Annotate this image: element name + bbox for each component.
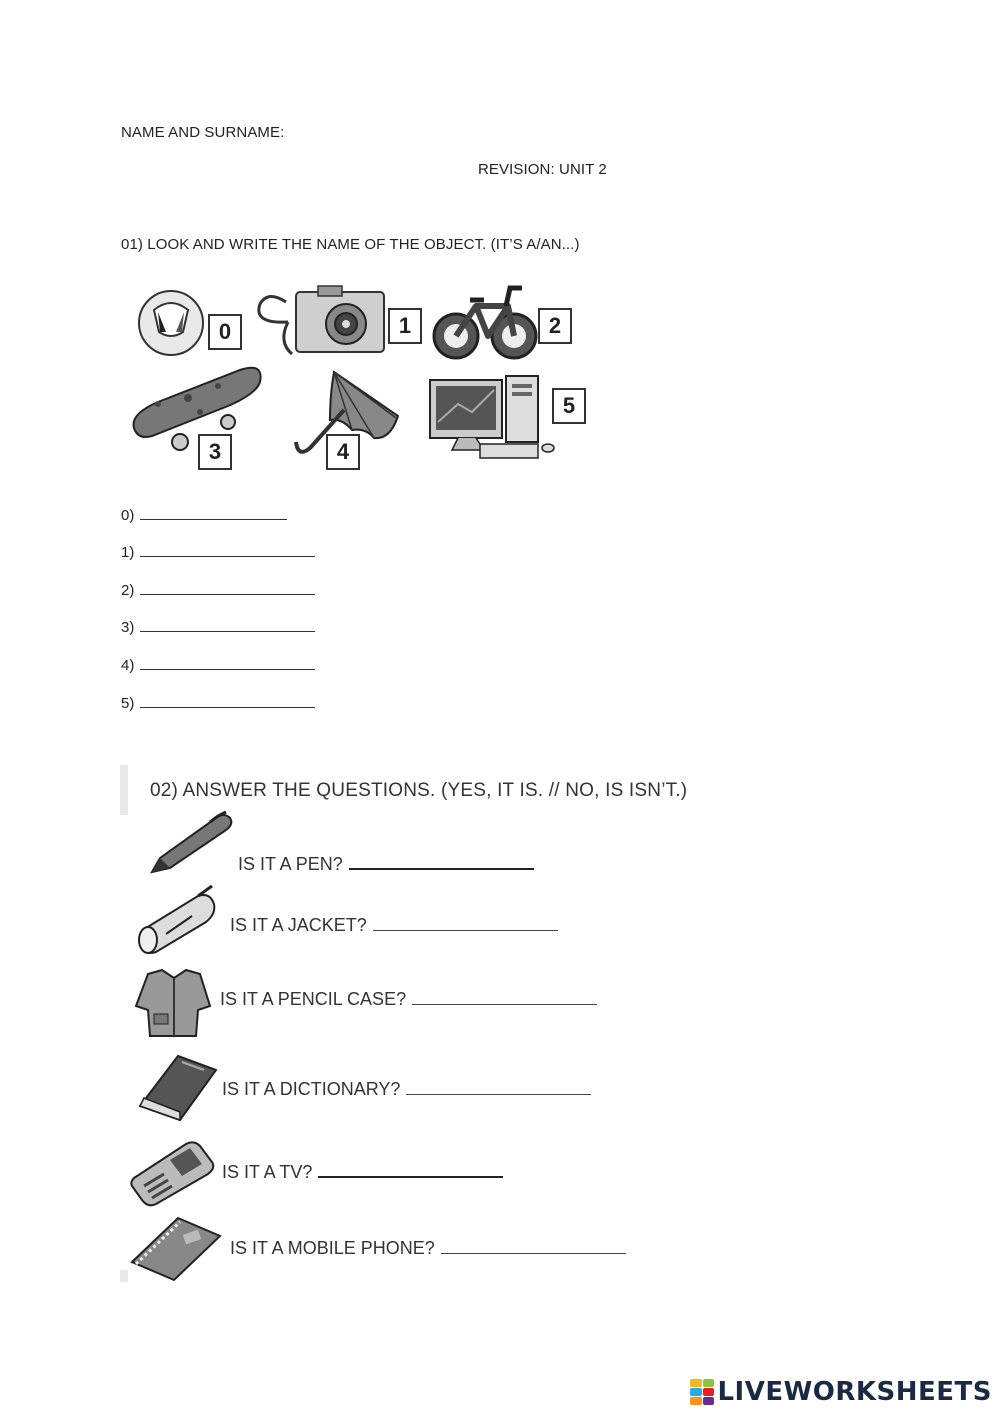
answer-number: 1) bbox=[121, 544, 135, 561]
logo-icon bbox=[690, 1379, 714, 1405]
revision-title: REVISION: UNIT 2 bbox=[478, 161, 607, 178]
logo-text: LIVEWORKSHEETS bbox=[717, 1377, 992, 1407]
answer-number: 3) bbox=[121, 619, 135, 636]
question-text: IS IT A JACKET? bbox=[230, 915, 367, 935]
answer-blank[interactable] bbox=[140, 580, 315, 595]
picture-number-4: 4 bbox=[326, 434, 360, 470]
answer-row-5 bbox=[121, 693, 315, 712]
answer-row-4 bbox=[121, 655, 315, 674]
picture-number-1: 1 bbox=[388, 308, 422, 344]
computer-icon bbox=[428, 374, 558, 464]
bicycle-icon bbox=[430, 278, 540, 364]
exercise2-instruction: 02) ANSWER THE QUESTIONS. (YES, IT IS. // NO, IS ISN’T.) bbox=[150, 780, 688, 801]
answer-number: 0) bbox=[121, 507, 135, 524]
question-answer-blank[interactable] bbox=[441, 1237, 626, 1254]
question-answer-blank[interactable] bbox=[406, 1078, 591, 1095]
name-surname-label: NAME AND SURNAME: bbox=[121, 124, 285, 141]
exercise1-picture-panel bbox=[122, 270, 592, 470]
liveworksheets-logo bbox=[690, 1377, 992, 1407]
question-text: IS IT A TV? bbox=[222, 1162, 313, 1182]
answer-row-1 bbox=[121, 542, 315, 561]
picture-number-0: 0 bbox=[208, 314, 242, 350]
answer-row-2 bbox=[121, 580, 315, 599]
answer-row-0 bbox=[121, 505, 287, 524]
jacket-icon bbox=[132, 966, 214, 1042]
question-text: IS IT A DICTIONARY? bbox=[222, 1079, 401, 1099]
question-text: IS IT A MOBILE PHONE? bbox=[230, 1238, 435, 1258]
dictionary-icon bbox=[134, 1052, 220, 1124]
question-row-4 bbox=[222, 1078, 591, 1100]
football-icon bbox=[136, 288, 206, 358]
picture-number-5: 5 bbox=[552, 388, 586, 424]
question-answer-blank[interactable] bbox=[318, 1160, 503, 1178]
question-row-1 bbox=[238, 852, 534, 875]
answer-number: 2) bbox=[121, 582, 135, 599]
question-answer-blank[interactable] bbox=[373, 914, 558, 931]
answer-blank[interactable] bbox=[140, 655, 315, 670]
exercise1-instruction: 01) LOOK AND WRITE THE NAME OF THE OBJECT. (IT’S A/AN...) bbox=[121, 236, 580, 253]
answer-blank[interactable] bbox=[140, 617, 315, 632]
answer-blank[interactable] bbox=[140, 505, 287, 520]
notebook-icon bbox=[128, 1214, 224, 1284]
question-text: IS IT A PENCIL CASE? bbox=[220, 989, 407, 1009]
answer-number: 4) bbox=[121, 657, 135, 674]
question-row-5 bbox=[222, 1160, 503, 1183]
question-row-3 bbox=[220, 988, 597, 1010]
answer-blank[interactable] bbox=[140, 693, 315, 708]
pen-icon bbox=[146, 806, 238, 878]
question-row-6 bbox=[230, 1237, 626, 1259]
picture-number-3: 3 bbox=[198, 434, 232, 470]
margin-bar bbox=[120, 1270, 128, 1282]
answer-number: 5) bbox=[121, 695, 135, 712]
answer-blank[interactable] bbox=[140, 542, 315, 557]
question-answer-blank[interactable] bbox=[349, 852, 534, 870]
question-row-2 bbox=[230, 914, 558, 936]
mobile-phone-icon bbox=[130, 1138, 218, 1208]
question-answer-blank[interactable] bbox=[412, 988, 597, 1005]
camera-icon bbox=[248, 282, 388, 362]
question-text: IS IT A PEN? bbox=[238, 854, 343, 874]
answer-row-3 bbox=[121, 617, 315, 636]
pencil-case-icon bbox=[136, 882, 220, 958]
picture-number-2: 2 bbox=[538, 308, 572, 344]
margin-bar bbox=[120, 765, 128, 815]
